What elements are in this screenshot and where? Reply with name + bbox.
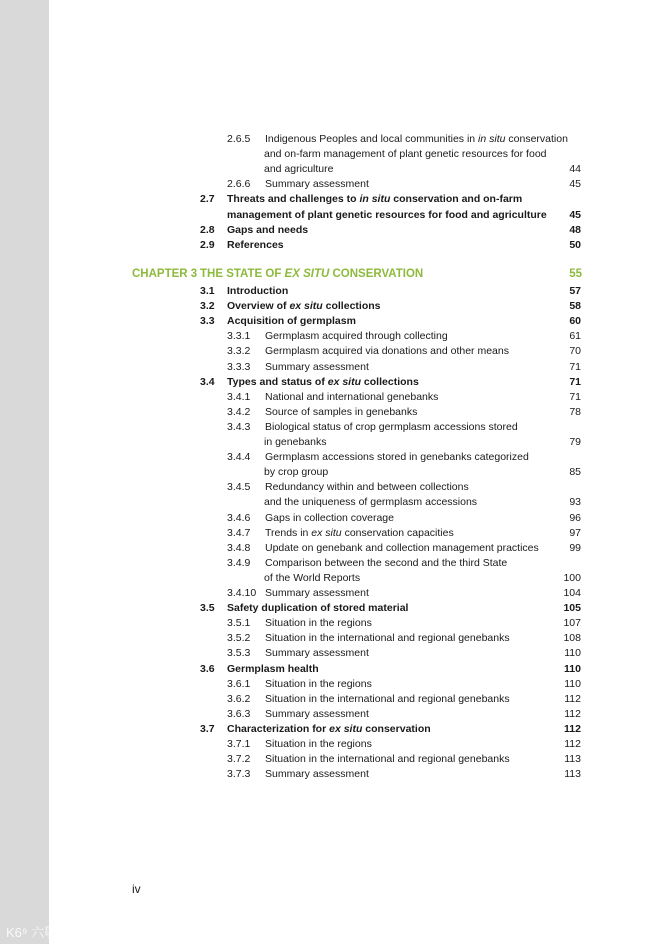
toc-number: 3.3.3 — [227, 360, 251, 373]
toc-section-row[interactable] — [200, 314, 581, 329]
toc-number: 3.3.1 — [227, 330, 251, 343]
toc-number: 3.4.1 — [227, 390, 251, 403]
chapter-title: THE STATE OF EX SITU CONSERVATION — [200, 268, 424, 280]
toc-number: 3.5.1 — [227, 617, 251, 630]
toc-subsection-row[interactable] — [227, 631, 581, 646]
toc-subsection-row[interactable] — [227, 556, 581, 571]
toc-number: 3.4.10 — [227, 587, 257, 599]
toc-title: Update on genebank and collection management practices — [265, 541, 539, 554]
toc-title: Germplasm acquired via donations and other means — [265, 345, 509, 358]
toc-title: in genebanks — [264, 436, 327, 448]
toc-title: Situation in the international and regional genebanks — [265, 692, 510, 705]
toc-number: 2.7 — [200, 193, 215, 206]
toc-page-number: 48 — [569, 223, 581, 236]
toc-page-number: 112 — [564, 692, 581, 705]
italic-term: ex situ — [289, 300, 323, 313]
toc-title: Situation in the regions — [265, 738, 372, 750]
chapter-label: CHAPTER 3 — [132, 268, 198, 280]
toc-number: 3.4.8 — [227, 541, 251, 554]
toc-title: Germplasm accessions stored in genebanks categorized — [265, 451, 529, 464]
toc-section-row[interactable] — [200, 223, 581, 238]
toc-subsection-row[interactable] — [227, 767, 581, 782]
toc-page-number: 71 — [569, 375, 581, 388]
toc-subsection-row[interactable] — [264, 162, 581, 177]
toc-page-number: 108 — [563, 632, 581, 645]
toc-section-row[interactable] — [200, 722, 581, 737]
toc-title: Acquisition of germplasm — [227, 315, 356, 328]
toc-page-number: 97 — [569, 526, 581, 539]
toc-subsection-row[interactable] — [227, 420, 581, 435]
toc-title: and the uniqueness of germplasm accessions — [264, 496, 478, 509]
toc-page-number: 50 — [569, 238, 581, 251]
chapter-page-number: 55 — [569, 268, 582, 280]
toc-subsection-row[interactable] — [227, 586, 581, 601]
toc-page-number: 105 — [563, 602, 581, 615]
page-number: iv — [132, 882, 141, 896]
toc-title: of the World Reports — [264, 571, 361, 584]
italic-term: EX SITU — [284, 268, 330, 280]
toc-section-row[interactable] — [200, 601, 581, 616]
toc-title: Comparison between the second and the third State — [265, 556, 508, 569]
toc-page-number: 112 — [564, 722, 581, 735]
toc-subsection-row[interactable] — [227, 737, 581, 752]
toc-subsection-row[interactable] — [227, 405, 581, 420]
toc-number: 3.7.1 — [227, 738, 251, 750]
toc-title: Redundancy within and between collections — [265, 481, 469, 494]
toc-subsection-row[interactable] — [227, 692, 581, 707]
toc-title: Situation in the regions — [265, 617, 372, 630]
toc-title: management of plant genetic resources for food and agriculture — [227, 208, 547, 221]
toc-subsection-row[interactable] — [227, 329, 581, 344]
toc-number: 2.6.5 — [227, 133, 251, 145]
toc-page-number: 71 — [569, 390, 581, 403]
toc-number: 3.7.2 — [227, 753, 251, 766]
toc-subsection-row[interactable] — [227, 616, 581, 631]
toc-number: 3.4.9 — [227, 556, 251, 569]
toc-page-number: 113 — [564, 768, 581, 781]
italic-term: in situ — [478, 133, 506, 145]
toc-title: Types and status of ex situ collections — [227, 375, 419, 388]
toc-page-number: 110 — [564, 662, 581, 675]
toc-number: 3.6.1 — [227, 677, 251, 690]
toc-title: Overview of ex situ collections — [227, 300, 381, 313]
toc-number: 3.4.3 — [227, 420, 251, 433]
toc-title: References — [227, 238, 284, 251]
toc-title: Summary assessment — [265, 707, 369, 720]
toc-title: Germplasm acquired through collecting — [265, 330, 448, 343]
toc-subsection-row[interactable] — [227, 360, 581, 375]
toc-page-number: 45 — [569, 208, 581, 221]
toc-subsection-row[interactable] — [227, 480, 581, 495]
toc-subsection-row[interactable] — [227, 132, 581, 147]
toc-page-number: 100 — [563, 571, 581, 584]
toc-number: 3.5.2 — [227, 632, 251, 645]
toc-subsection-row[interactable] — [264, 571, 581, 586]
toc-number: 3.7 — [200, 722, 215, 735]
toc-title: Introduction — [227, 285, 289, 297]
toc-subsection-row[interactable] — [227, 450, 581, 465]
toc-title: Gaps and needs — [227, 223, 309, 236]
toc-page-number: 113 — [564, 753, 581, 766]
toc-page-number: 112 — [564, 738, 581, 750]
toc-title: Biological status of crop germplasm accessions stored — [265, 420, 518, 433]
toc-page-number: 85 — [569, 466, 581, 479]
toc-title: Summary assessment — [265, 587, 369, 599]
toc-subsection-row[interactable] — [227, 646, 581, 661]
italic-term: ex situ — [327, 375, 362, 388]
italic-term: ex situ — [311, 526, 342, 539]
toc-title: by crop group — [264, 466, 329, 479]
toc-number: 3.3 — [200, 315, 215, 328]
toc-title: Trends in ex situ conservation capacities — [265, 526, 454, 539]
toc-page-number: 99 — [569, 541, 581, 554]
italic-term: in situ — [359, 193, 391, 206]
toc-number: 3.7.3 — [227, 768, 251, 781]
toc-title: Indigenous Peoples and local communities in in situ conservation — [265, 133, 568, 145]
toc-title: National and international genebanks — [265, 390, 439, 403]
toc-subsection-row[interactable] — [227, 752, 581, 767]
toc-subsection-row[interactable] — [227, 344, 581, 359]
toc-title: Situation in the international and regional genebanks — [265, 753, 510, 766]
toc-subsection-row[interactable] — [264, 495, 581, 510]
toc-title: Summary assessment — [265, 360, 369, 373]
toc-page-number: 60 — [569, 315, 581, 328]
toc-page-number: 61 — [569, 330, 581, 343]
toc-subsection-row[interactable] — [264, 435, 581, 450]
toc-subsection-row[interactable] — [227, 526, 581, 541]
toc-number: 3.4 — [200, 375, 215, 388]
toc-page-number: 104 — [563, 587, 581, 599]
toc-subsection-row[interactable] — [227, 541, 581, 556]
toc-title: Summary assessment — [265, 647, 369, 660]
toc-number: 3.5.3 — [227, 647, 251, 660]
toc-subsection-row[interactable] — [227, 677, 581, 692]
toc-section-row[interactable] — [200, 299, 581, 314]
toc-number: 3.3.2 — [227, 345, 251, 358]
toc-page-number: 70 — [569, 345, 581, 358]
toc-number: 3.6.2 — [227, 692, 251, 705]
toc-section-row[interactable] — [200, 375, 581, 390]
toc-title: Summary assessment — [265, 178, 369, 191]
toc-page-number: 93 — [569, 496, 581, 509]
toc-page-number: 110 — [564, 647, 581, 660]
toc-subsection-row[interactable] — [264, 465, 581, 480]
chapter-heading[interactable] — [132, 266, 582, 282]
toc-title: and agriculture — [264, 163, 334, 176]
toc-number: 2.6.6 — [227, 178, 251, 191]
toc-number: 3.4.5 — [227, 481, 251, 494]
toc-title: Gaps in collection coverage — [265, 511, 394, 524]
toc-subsection-row[interactable] — [227, 511, 581, 526]
toc-section-row[interactable] — [200, 662, 581, 677]
toc-page-number: 107 — [563, 617, 581, 630]
toc-section-row[interactable] — [200, 238, 581, 253]
toc-page-number: 44 — [569, 163, 581, 176]
toc-number: 3.4.7 — [227, 526, 251, 539]
toc-number: 3.1 — [200, 285, 215, 297]
toc-number: 3.4.6 — [227, 511, 251, 524]
toc-page-number: 79 — [569, 436, 581, 448]
toc-subsection-row[interactable] — [227, 707, 581, 722]
toc-title: Summary assessment — [265, 768, 369, 781]
toc-title: Source of samples in genebanks — [265, 405, 418, 418]
toc-page-number: 45 — [569, 178, 581, 191]
toc-title: Germplasm health — [227, 662, 319, 675]
toc-number: 3.6.3 — [227, 707, 251, 720]
toc-title: Situation in the international and regional genebanks — [265, 632, 510, 645]
toc-title: Characterization for ex situ conservation — [227, 722, 431, 735]
toc-number: 3.2 — [200, 300, 215, 313]
toc-section-row[interactable] — [200, 284, 581, 299]
toc-title: Situation in the regions — [265, 677, 372, 690]
toc-number: 2.8 — [200, 223, 215, 236]
toc-page-number: 58 — [569, 300, 581, 313]
toc-number: 3.4.2 — [227, 405, 251, 418]
toc-number: 2.9 — [200, 238, 215, 251]
toc-page-number: 112 — [564, 707, 581, 720]
page-margin-strip — [0, 0, 49, 944]
watermark-logo: K6⁹ 六敬繁體 — [6, 925, 84, 940]
toc-page-number: 57 — [569, 285, 581, 297]
toc-page-number: 78 — [569, 405, 581, 418]
toc-subsection-row[interactable] — [227, 390, 581, 405]
toc-section-row[interactable] — [227, 208, 581, 223]
toc-title: and on-farm management of plant genetic resources for food — [264, 148, 547, 161]
toc-page-number: 110 — [564, 677, 581, 690]
toc-section-row[interactable] — [200, 192, 581, 207]
toc-number: 3.5 — [200, 602, 215, 615]
toc-page-number: 71 — [569, 360, 581, 373]
toc-page-number: 96 — [569, 511, 581, 524]
toc-number: 3.4.4 — [227, 451, 251, 464]
toc-title: Safety duplication of stored material — [227, 602, 409, 615]
toc-subsection-row[interactable] — [264, 147, 581, 162]
toc-number: 3.6 — [200, 662, 215, 675]
italic-term: ex situ — [329, 722, 363, 735]
toc-subsection-row[interactable] — [227, 177, 581, 192]
toc-title: Threats and challenges to in situ conservation and on-farm — [227, 193, 523, 206]
